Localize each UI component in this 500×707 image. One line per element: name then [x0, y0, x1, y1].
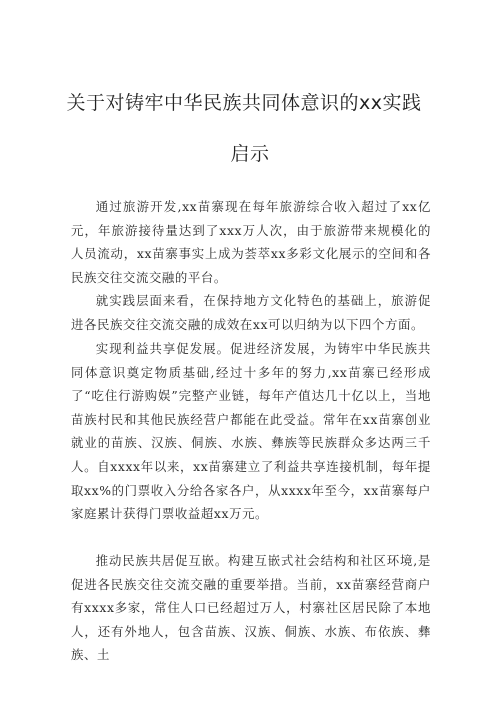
paragraph-1: 通过旅游开发,xx苗寨现在每年旅游综合收入超过了xx亿元，年旅游接待量达到了xxx万人次，由于旅游带来规模化的人员流动，xx苗寨事实上成为荟萃xx多彩文化展示的空间和各民族交往交流交融的平台。 — [71, 199, 431, 285]
paragraph-4: 推动民族共居促互嵌。构建互嵌式社会结构和社区环境,是促进各民族交往交流交融的重要举措。当前，xx苗寨经营商户有xxxx多家，常住人口已经超过万人，村寨社区居民除了本地人，还有外地人，包含苗族、汉族、侗族、水族、布依族、彝族、土 — [71, 553, 431, 663]
paragraph-2: 就实践层面来看，在保持地方文化特色的基础上，旅游促进各民族交往交流交融的成效在xx可以归纳为以下四个方面。 — [71, 293, 431, 332]
document-title-line-1: 关于对铸牢中华民族共同体意识的xx实践 — [66, 92, 422, 114]
paragraph-3: 实现利益共享促发展。促进经济发展，为铸牢中华民族共同体意识奠定物质基础,经过十多年的努力,xx苗寨已经形成了“吃住行游购娱”完整产业链，每年产值达几十亿以上，当地苗族村民和其他民族经营户都能在此受益。常年在xx苗寨创业就业的苗族、汉族、侗族、水族、彝族等民族群众多达两三千人。自xxxx年以来，xx苗寨建立了利益共享连接机制，每年提取xx%的门票收入分给各家各户，从xxxx年至今，xx苗寨每户家庭累计获得门票收益超xx万元。 — [71, 341, 431, 522]
document-title-line-2: 启示 — [230, 143, 270, 165]
